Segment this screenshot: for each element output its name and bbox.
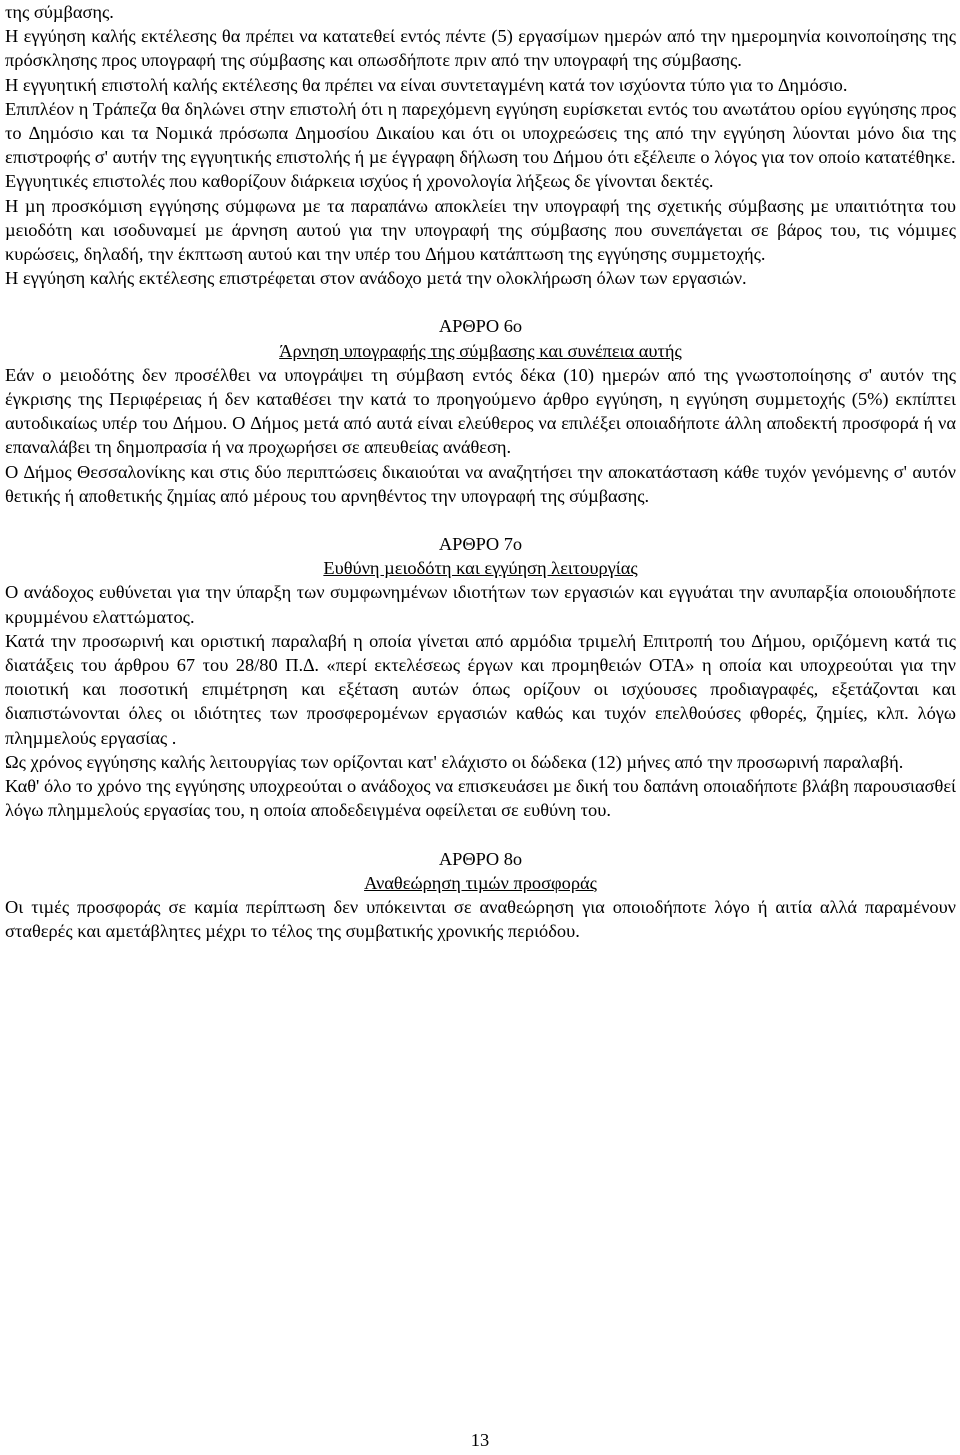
- paragraph: Κατά την προσωρινή και οριστική παραλαβή η οποία γίνεται από αρµόδια τριµελή Επιτροπή του ∆ήµου, οριζόµενη κατά τις διατάξεις του άρθρου 67 του 28/80 Π.∆. «περί εκτελέσεως έργων και προµηθειών ΟΤΑ» η οποία και υποχρεούται για την ποιοτική και ποσοτική επιµέτρηση και εξέταση αυτών όπως ορίζουν οι ισχύουσες προδιαγραφές, εξετάζονται και διαπιστώνονται όλες οι ιδιότητες των προσφεροµένων εργασιών καθώς και τυχόν επελθούσες φθορές, ζηµίες, κλπ. λόγω πληµµελούς εργασίας .: [5, 630, 956, 748]
- paragraph: Η εγγύηση καλής εκτέλεσης θα πρέπει να κατατεθεί εντός πέντε (5) εργασίµων ηµερών από την ηµεροµηνία κοινοποίησης της πρόσκλησης προς υπογραφή της σύµβασης και οπωσδήποτε πριν από την υπογραφή της σύµβασης.: [5, 26, 956, 71]
- spacer: [5, 508, 956, 532]
- paragraph: Ο ∆ήµος Θεσσαλονίκης και στις δύο περιπτώσεις δικαιούται να αναζητήσει την αποκατάσταση κάθε τυχόν γενόµενης σ' αυτόν θετικής ή αποθετικής ζηµίας από µέρους του αρνηθέντος την υπογραφή της σύµβασης.: [5, 461, 956, 506]
- paragraph: Η µη προσκόµιση εγγύησης σύµφωνα µε τα παραπάνω αποκλείει την υπογραφή της σχετικής σύµβασης µε υπαιτιότητα του µειοδότη και ισοδυναµεί µε άρνηση αυτού για την υπογραφή της σύµβασης που συνεπάγεται σε βάρος του, τις νόµιµες κυρώσεις, δηλαδή, την έκπτωση αυτού και την υπέρ του ∆ήµου κατάπτωση της εγγύησης συµµετοχής.: [5, 195, 956, 265]
- intro-section: [5, 0, 956, 290]
- paragraph: Ως χρόνος εγγύησης καλής λειτουργίας των ορίζονται κατ' ελάχιστο οι δώδεκα (12) µήνες από την προσωρινή παραλαβή.: [5, 751, 904, 772]
- article-8: [5, 847, 956, 944]
- article-heading: ΑΡΘΡΟ 6ο: [438, 316, 523, 337]
- article-title-text: Ευθύνη µειοδότη και εγγύηση λειτουργίας: [323, 558, 638, 579]
- article-title: [5, 556, 956, 580]
- article-6: [5, 314, 956, 508]
- paragraph: Καθ' όλο το χρόνο της εγγύησης υποχρεούται ο ανάδοχος να επισκευάσει µε δική του δαπάνη οποιαδήποτε βλάβη παρουσιασθεί λόγω πληµµελούς εργασίας του, η οποία αποδεδειγµένα οφείλεται σε ευθύνη του.: [5, 776, 956, 821]
- paragraph: Οι τιµές προσφοράς σε καµία περίπτωση δεν υπόκεινται σε αναθεώρηση για οποιοδήποτε λόγο ή αιτία αλλά παραµένουν σταθερές και αµετάβλητες µέχρι το τέλος της συµβατικής χρονικής περιόδου.: [5, 896, 956, 942]
- paragraph: Εάν ο µειοδότης δεν προσέλθει να υπογράψει τη σύµβαση εντός δέκα (10) ηµερών από της γνωστοποίησης σ' αυτόν της έγκρισης της Περιφέρειας ή δεν καταθέσει την κατά το προηγούµενο άρθρο εγγύηση, η εγγύηση συµµετοχής (5%) εκπίπτει αυτοδικαίως υπέρ του ∆ήµου. Ο ∆ήµος µετά από αυτά είναι ελεύθερος να επιλέξει οποιαδήποτε άλλη αποδεκτή προσφορά ή να επαναλάβει τη δηµοπρασία ή να προχωρήσει σε απευθείας ανάθεση.: [5, 364, 956, 458]
- paragraph: Η εγγύηση καλής εκτέλεσης επιστρέφεται στον ανάδοχο µετά την ολοκλήρωση όλων των εργασιών.: [5, 268, 747, 289]
- article-heading: ΑΡΘΡΟ 8ο: [438, 848, 523, 869]
- spacer: [5, 290, 956, 314]
- paragraph: Η εγγυητική επιστολή καλής εκτέλεσης θα πρέπει να είναι συντεταγµένη κατά τον ισχύοντα τύπο για το ∆ηµόσιο.: [5, 74, 848, 95]
- spacer: [5, 823, 956, 847]
- page-number: 13: [470, 1430, 490, 1450]
- paragraph: Ο ανάδοχος ευθύνεται για την ύπαρξη των συµφωνηµένων ιδιοτήτων των εργασιών και εγγυάται την ανυπαρξία οποιουδήποτε κρυµµένου ελαττώµατος.: [5, 582, 956, 627]
- article-title-text: Αναθεώρηση τιµών προσφοράς: [364, 872, 597, 893]
- document-page: [5, 0, 956, 943]
- article-title: [5, 871, 956, 895]
- paragraph: Επιπλέον η Τράπεζα θα δηλώνει στην επιστολή ότι η παρεχόµενη εγγύηση ευρίσκεται εντός του ανωτάτου ορίου εγγύησης προς το ∆ηµόσιο και τα Νοµικά πρόσωπα ∆ηµοσίου ∆ικαίου και ότι οι υποχρεώσεις της από την εγγύηση λύονται µόνο δια της επιστροφής σ' αυτήν της εγγυητικής επιστολής ή µε έγγραφη δήλωση του ∆ήµου ότι εξέλειπε ο λόγος για τον οποίο κατατέθηκε.: [5, 98, 956, 168]
- paragraph: Εγγυητικές επιστολές που καθορίζουν διάρκεια ισχύος ή χρονολογία λήξεως δε γίνονται δεκτές.: [5, 171, 714, 192]
- article-title-text: Άρνηση υπογραφής της σύµβασης και συνέπεια αυτής: [279, 340, 682, 361]
- paragraph: της σύµβασης.: [5, 2, 114, 22]
- article-7: [5, 532, 956, 822]
- article-heading: ΑΡΘΡΟ 7ο: [438, 534, 523, 555]
- article-title: [5, 339, 956, 363]
